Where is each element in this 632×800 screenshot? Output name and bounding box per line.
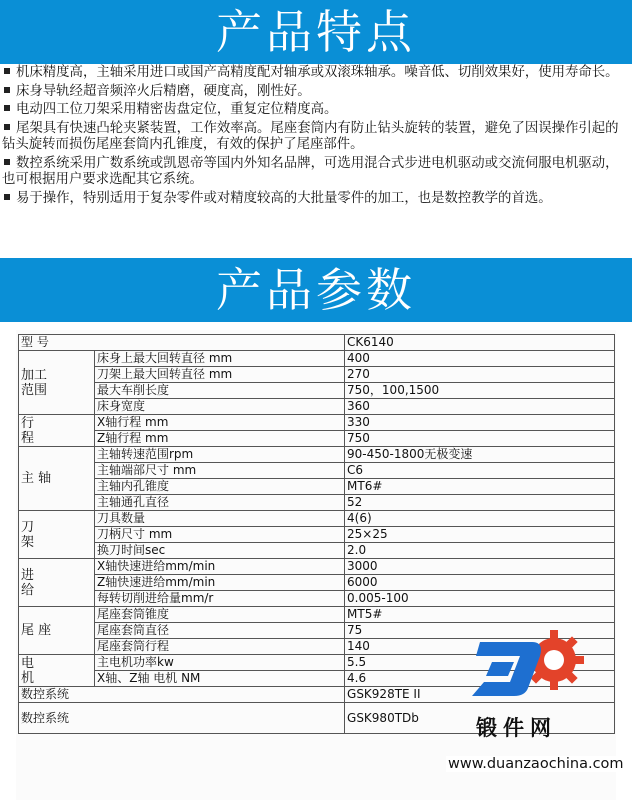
group-label: 电 机 xyxy=(19,655,95,687)
bullet-square-icon xyxy=(4,124,10,130)
system-label: 数控系统 xyxy=(19,687,345,703)
param-value: 750 xyxy=(345,431,615,447)
bullet-square-icon xyxy=(4,159,10,165)
spec-row xyxy=(19,447,615,463)
system-value: GSK980TDb xyxy=(345,703,615,734)
spec-row xyxy=(19,431,615,447)
spec-row xyxy=(19,383,615,399)
param-name: X轴行程 mm xyxy=(95,415,345,431)
param-name: 床身上最大回转直径 mm xyxy=(95,351,345,367)
param-value: 140 xyxy=(345,639,615,655)
feature-text: 机床精度高，主轴采用进口或国产高精度配对轴承或双滚珠轴承。噪音低、切削效果好，使用寿命长。 xyxy=(16,65,619,80)
param-name: Z轴快速进给mm/min xyxy=(95,575,345,591)
param-value: C6 xyxy=(345,463,615,479)
spec-row xyxy=(19,463,615,479)
group-label: 主 轴 xyxy=(19,447,95,511)
params-header: 产品参数 xyxy=(0,258,632,322)
spec-row xyxy=(19,351,615,367)
spec-row xyxy=(19,527,615,543)
feature-text: 尾架具有快速凸轮夹紧装置，工作效率高。尾座套筒内有防止钻头旋转的装置，避免了因误操作引起的钻头旋转而损伤尾座套筒内孔锥度，有效的保护了尾座部件。 xyxy=(2,120,619,152)
spec-row xyxy=(19,335,615,351)
spec-row xyxy=(19,511,615,527)
spec-row xyxy=(19,607,615,623)
bullet-square-icon xyxy=(4,105,10,111)
param-value: 4(6) xyxy=(345,511,615,527)
group-label: 行 程 xyxy=(19,415,95,447)
param-value: 4.6 xyxy=(345,671,615,687)
param-name: 尾座套筒直径 xyxy=(95,623,345,639)
param-value: 2.0 xyxy=(345,543,615,559)
param-value: MT5# xyxy=(345,607,615,623)
feature-text: 床身导轨经超音频淬火后精磨，硬度高，刚性好。 xyxy=(16,83,311,99)
param-value: 360 xyxy=(345,399,615,415)
spec-row xyxy=(19,575,615,591)
spec-row xyxy=(19,415,615,431)
param-value: 750，100,1500 xyxy=(345,383,615,399)
system-value: GSK928TE II xyxy=(345,687,615,703)
spec-row xyxy=(19,543,615,559)
duanzao-logo-icon xyxy=(470,622,594,702)
param-name: 主轴端部尺寸 mm xyxy=(95,463,345,479)
feature-item xyxy=(2,121,628,154)
bullet-square-icon xyxy=(4,68,10,74)
param-name: 每转切削进给量mm/r xyxy=(95,591,345,607)
param-name: 最大车削长度 xyxy=(95,383,345,399)
param-name: 主轴通孔直径 xyxy=(95,495,345,511)
bullet-square-icon xyxy=(4,87,10,93)
feature-text: 易于操作，特别适用于复杂零件或对精度较高的大批量零件的加工，也是数控教学的首选。 xyxy=(16,190,552,206)
param-value: 270 xyxy=(345,367,615,383)
param-name: 床身宽度 xyxy=(95,399,345,415)
group-label: 刀 架 xyxy=(19,511,95,559)
param-name: X轴快速进给mm/min xyxy=(95,559,345,575)
param-name: 主轴内孔锥度 xyxy=(95,479,345,495)
spec-row xyxy=(19,367,615,383)
param-value: 5.5 xyxy=(345,655,615,671)
param-name: X轴、Z轴 电机 NM xyxy=(95,671,345,687)
logo-url: www.duanzaochina.com xyxy=(448,756,624,772)
param-value: 25×25 xyxy=(345,527,615,543)
feature-list xyxy=(2,64,628,209)
param-value: 90-450-1800无极变速 xyxy=(345,447,615,463)
feature-item xyxy=(2,65,628,82)
param-value: 52 xyxy=(345,495,615,511)
param-value: 3000 xyxy=(345,559,615,575)
param-value: 75 xyxy=(345,623,615,639)
feature-text: 电动四工位刀架采用精密齿盘定位，重复定位精度高。 xyxy=(16,102,338,117)
param-value: 0.005-100 xyxy=(345,591,615,607)
group-label: 加工 范围 xyxy=(19,351,95,415)
param-name: 刀架上最大回转直径 mm xyxy=(95,367,345,383)
group-label: 尾 座 xyxy=(19,607,95,655)
spec-row xyxy=(19,399,615,415)
spec-row xyxy=(19,591,615,607)
feature-item xyxy=(2,84,628,101)
feature-item xyxy=(2,191,628,208)
param-name: Z轴行程 mm xyxy=(95,431,345,447)
param-name: 尾座套筒行程 xyxy=(95,639,345,655)
param-value: 400 xyxy=(345,351,615,367)
spec-row xyxy=(19,559,615,575)
logo-text: 锻件网 xyxy=(476,716,557,740)
feature-item xyxy=(2,102,628,119)
param-value: MT6# xyxy=(345,479,615,495)
param-name: 刀具数量 xyxy=(95,511,345,527)
features-header: 产品特点 xyxy=(0,0,632,64)
group-label: 进 给 xyxy=(19,559,95,607)
param-name: 尾座套筒锥度 xyxy=(95,607,345,623)
model-value: CK6140 xyxy=(345,335,615,351)
param-name: 主轴转速范围rpm xyxy=(95,447,345,463)
system-label: 数控系统 xyxy=(19,703,345,734)
feature-text: 数控系统采用广数系统或凯恩帝等国内外知名品牌，可选用混合式步进电机驱动或交流伺服电机驱动，也可根据用户要求选配其它系统。 xyxy=(2,155,619,187)
model-label: 型 号 xyxy=(19,335,345,351)
param-name: 刀柄尺寸 mm xyxy=(95,527,345,543)
param-name: 主电机功率kw xyxy=(95,655,345,671)
feature-item xyxy=(2,156,628,189)
spec-row xyxy=(19,479,615,495)
param-name: 换刀时间sec xyxy=(95,543,345,559)
bullet-square-icon xyxy=(4,194,10,200)
param-value: 330 xyxy=(345,415,615,431)
spec-row xyxy=(19,495,615,511)
param-value: 6000 xyxy=(345,575,615,591)
